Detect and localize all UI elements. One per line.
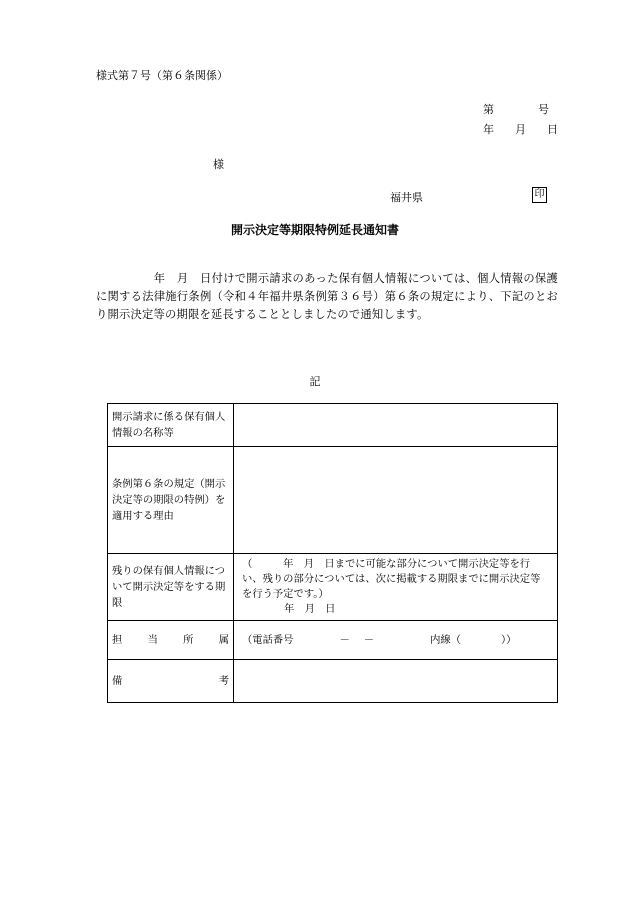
date-day: 日	[547, 123, 558, 136]
ki-heading: 記	[309, 375, 321, 388]
doc-number-prefix: 第	[483, 103, 494, 116]
date-month: 月	[515, 123, 526, 136]
row-label-department: 担 当 所 属	[112, 634, 229, 646]
row-value-remarks	[234, 660, 558, 703]
table-row	[108, 621, 558, 660]
seal-mark: 印	[532, 187, 547, 203]
document-title: 開示決定等期限特例延長通知書	[230, 223, 399, 237]
phone-dash-2: －	[363, 633, 375, 646]
form-number: 様式第７号（第６条関係）	[96, 69, 228, 82]
table-row	[108, 660, 558, 703]
extension-close: ））	[500, 633, 517, 646]
phone-label: （電話番号	[242, 633, 294, 646]
row-value-info-name	[234, 404, 558, 447]
row-label-deadline: 残りの保有個人情報について開示決定等をする期限	[108, 554, 234, 621]
date-year: 年	[483, 123, 494, 136]
body-paragraph: 年 月 日付けで開示請求のあった保有個人情報については、個人情報の保護に関する法律施行条例（令和４年福井県条例第３６号）第６条の規定により、下記のとおり開示決定等の期限を延長することとしましたので通知します。	[96, 272, 558, 321]
row-value-reason	[234, 447, 558, 554]
table-row	[108, 447, 558, 554]
row-label-info-name: 開示請求に係る保有個人情報の名称等	[108, 404, 234, 447]
row-value-deadline	[234, 554, 558, 621]
table-row	[108, 554, 558, 621]
issuer-name: 福井県	[390, 191, 423, 204]
document-number	[483, 101, 549, 117]
recipient-suffix: 様	[213, 158, 224, 171]
phone-dash-1: －	[339, 633, 350, 646]
extension-label: 内線（	[430, 633, 461, 646]
table-row	[108, 404, 558, 447]
row-label-reason: 条例第６条の規定（開示決定等の期限の特例）を適用する理由	[108, 447, 234, 554]
document-date	[483, 121, 558, 137]
details-table	[107, 403, 558, 703]
deadline-date: 年 月 日	[284, 603, 336, 615]
doc-number-suffix: 号	[538, 103, 549, 116]
deadline-note: （ 年 月 日までに可能な部分について開示決定等を行い、残りの部分については、次に掲載する期限までに開示決定等を行う予定です。）	[242, 558, 541, 600]
row-label-remarks: 備 考	[112, 675, 229, 687]
row-value-department	[234, 621, 558, 660]
phone-line	[242, 633, 549, 648]
